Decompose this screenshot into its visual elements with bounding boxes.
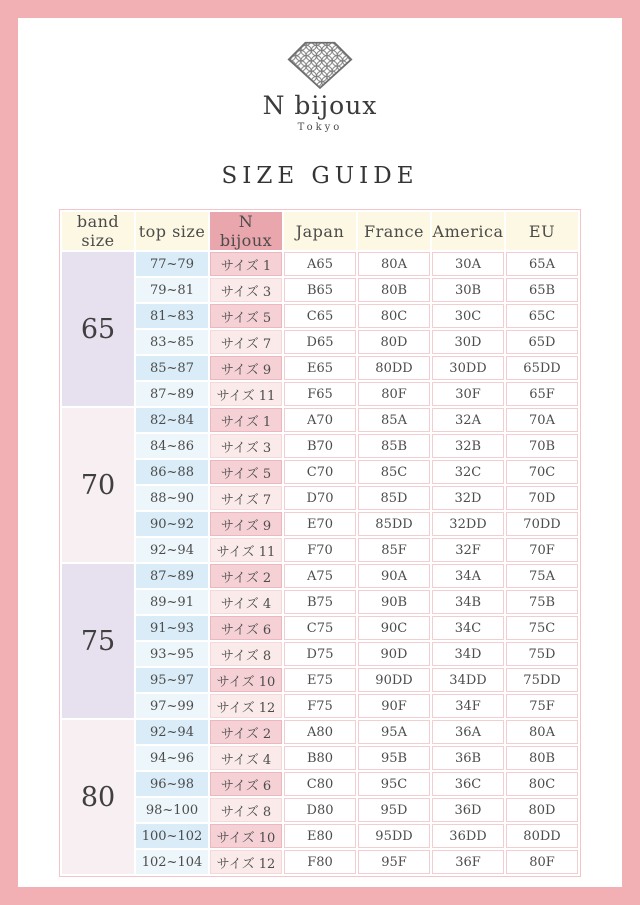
nbijoux-size-cell: サイズ 4	[210, 590, 282, 614]
nbijoux-size-cell: サイズ 1	[210, 408, 282, 432]
table-row	[62, 772, 578, 796]
top-size-cell: 95~97	[136, 668, 208, 692]
nbijoux-size-cell: サイズ 8	[210, 798, 282, 822]
top-size-cell: 92~94	[136, 538, 208, 562]
france-size-cell: 95F	[358, 850, 430, 874]
america-size-cell: 36DD	[432, 824, 504, 848]
column-header-top-size: top size	[136, 212, 208, 250]
eu-size-cell: 70DD	[506, 512, 578, 536]
table-row	[62, 824, 578, 848]
top-size-cell: 93~95	[136, 642, 208, 666]
table-row	[62, 642, 578, 666]
nbijoux-size-cell: サイズ 6	[210, 772, 282, 796]
eu-size-cell: 80B	[506, 746, 578, 770]
japan-size-cell: C70	[284, 460, 356, 484]
france-size-cell: 95C	[358, 772, 430, 796]
eu-size-cell: 75B	[506, 590, 578, 614]
table-row	[62, 486, 578, 510]
japan-size-cell: E70	[284, 512, 356, 536]
top-size-cell: 100~102	[136, 824, 208, 848]
japan-size-cell: B75	[284, 590, 356, 614]
eu-size-cell: 70B	[506, 434, 578, 458]
japan-size-cell: E80	[284, 824, 356, 848]
top-size-cell: 87~89	[136, 564, 208, 588]
france-size-cell: 80A	[358, 252, 430, 276]
top-size-cell: 79~81	[136, 278, 208, 302]
america-size-cell: 34C	[432, 616, 504, 640]
japan-size-cell: F80	[284, 850, 356, 874]
top-size-cell: 96~98	[136, 772, 208, 796]
nbijoux-size-cell: サイズ 3	[210, 434, 282, 458]
japan-size-cell: E75	[284, 668, 356, 692]
eu-size-cell: 75C	[506, 616, 578, 640]
eu-size-cell: 65DD	[506, 356, 578, 380]
top-size-cell: 89~91	[136, 590, 208, 614]
table-row	[62, 564, 578, 588]
japan-size-cell: F65	[284, 382, 356, 406]
table-row	[62, 382, 578, 406]
page-title: SIZE GUIDE	[221, 163, 419, 189]
top-size-cell: 97~99	[136, 694, 208, 718]
america-size-cell: 34DD	[432, 668, 504, 692]
nbijoux-size-cell: サイズ 9	[210, 356, 282, 380]
france-size-cell: 90D	[358, 642, 430, 666]
content-panel	[18, 18, 622, 887]
nbijoux-size-cell: サイズ 4	[210, 746, 282, 770]
nbijoux-size-cell: サイズ 11	[210, 538, 282, 562]
japan-size-cell: C65	[284, 304, 356, 328]
band-size-cell: 75	[62, 564, 134, 718]
japan-size-cell: F70	[284, 538, 356, 562]
france-size-cell: 85DD	[358, 512, 430, 536]
eu-size-cell: 80A	[506, 720, 578, 744]
france-size-cell: 90DD	[358, 668, 430, 692]
nbijoux-size-cell: サイズ 6	[210, 616, 282, 640]
nbijoux-size-cell: サイズ 10	[210, 668, 282, 692]
nbijoux-size-cell: サイズ 11	[210, 382, 282, 406]
band-size-cell: 80	[62, 720, 134, 874]
japan-size-cell: D80	[284, 798, 356, 822]
america-size-cell: 30F	[432, 382, 504, 406]
japan-size-cell: B70	[284, 434, 356, 458]
top-size-cell: 86~88	[136, 460, 208, 484]
nbijoux-size-cell: サイズ 9	[210, 512, 282, 536]
top-size-cell: 82~84	[136, 408, 208, 432]
nbijoux-size-cell: サイズ 8	[210, 642, 282, 666]
japan-size-cell: B80	[284, 746, 356, 770]
america-size-cell: 30A	[432, 252, 504, 276]
america-size-cell: 36A	[432, 720, 504, 744]
top-size-cell: 77~79	[136, 252, 208, 276]
france-size-cell: 90C	[358, 616, 430, 640]
eu-size-cell: 75D	[506, 642, 578, 666]
france-size-cell: 95A	[358, 720, 430, 744]
top-size-cell: 102~104	[136, 850, 208, 874]
nbijoux-size-cell: サイズ 1	[210, 252, 282, 276]
france-size-cell: 80F	[358, 382, 430, 406]
top-size-cell: 87~89	[136, 382, 208, 406]
eu-size-cell: 65F	[506, 382, 578, 406]
table-row	[62, 616, 578, 640]
eu-size-cell: 65B	[506, 278, 578, 302]
eu-size-cell: 75A	[506, 564, 578, 588]
japan-size-cell: D65	[284, 330, 356, 354]
nbijoux-size-cell: サイズ 7	[210, 486, 282, 510]
france-size-cell: 90F	[358, 694, 430, 718]
nbijoux-size-cell: サイズ 10	[210, 824, 282, 848]
brand-logo-block	[18, 40, 622, 133]
nbijoux-size-cell: サイズ 7	[210, 330, 282, 354]
nbijoux-size-cell: サイズ 12	[210, 694, 282, 718]
table-row	[62, 720, 578, 744]
top-size-cell: 98~100	[136, 798, 208, 822]
table-row	[62, 330, 578, 354]
top-size-cell: 94~96	[136, 746, 208, 770]
france-size-cell: 80C	[358, 304, 430, 328]
france-size-cell: 85C	[358, 460, 430, 484]
brand-name: N bijoux	[262, 91, 378, 120]
eu-size-cell: 70D	[506, 486, 578, 510]
top-size-cell: 92~94	[136, 720, 208, 744]
america-size-cell: 30B	[432, 278, 504, 302]
nbijoux-size-cell: サイズ 12	[210, 850, 282, 874]
america-size-cell: 36D	[432, 798, 504, 822]
france-size-cell: 95DD	[358, 824, 430, 848]
table-row	[62, 434, 578, 458]
america-size-cell: 32B	[432, 434, 504, 458]
top-size-cell: 88~90	[136, 486, 208, 510]
japan-size-cell: C80	[284, 772, 356, 796]
band-size-cell: 65	[62, 252, 134, 406]
america-size-cell: 32C	[432, 460, 504, 484]
top-size-cell: 81~83	[136, 304, 208, 328]
eu-size-cell: 65C	[506, 304, 578, 328]
top-size-cell: 90~92	[136, 512, 208, 536]
japan-size-cell: A70	[284, 408, 356, 432]
america-size-cell: 30C	[432, 304, 504, 328]
table-row	[62, 798, 578, 822]
japan-size-cell: C75	[284, 616, 356, 640]
brand-city: Tokyo	[297, 122, 343, 133]
table-row	[62, 694, 578, 718]
japan-size-cell: A80	[284, 720, 356, 744]
eu-size-cell: 70C	[506, 460, 578, 484]
eu-size-cell: 65A	[506, 252, 578, 276]
top-size-cell: 83~85	[136, 330, 208, 354]
france-size-cell: 85D	[358, 486, 430, 510]
france-size-cell: 80D	[358, 330, 430, 354]
column-header-eu: EU	[506, 212, 578, 250]
band-size-cell: 70	[62, 408, 134, 562]
top-size-cell: 91~93	[136, 616, 208, 640]
size-table-header-row	[62, 212, 578, 250]
eu-size-cell: 80DD	[506, 824, 578, 848]
eu-size-cell: 80F	[506, 850, 578, 874]
america-size-cell: 34A	[432, 564, 504, 588]
column-header-n-bijoux: N bijoux	[210, 212, 282, 250]
france-size-cell: 90B	[358, 590, 430, 614]
eu-size-cell: 80C	[506, 772, 578, 796]
size-table-body	[62, 252, 578, 874]
top-size-cell: 85~87	[136, 356, 208, 380]
column-header-band-size: band size	[62, 212, 134, 250]
eu-size-cell: 70A	[506, 408, 578, 432]
america-size-cell: 30D	[432, 330, 504, 354]
diamond-lattice-icon	[18, 40, 622, 90]
eu-size-cell: 70F	[506, 538, 578, 562]
japan-size-cell: E65	[284, 356, 356, 380]
france-size-cell: 90A	[358, 564, 430, 588]
france-size-cell: 80B	[358, 278, 430, 302]
japan-size-cell: B65	[284, 278, 356, 302]
france-size-cell: 85A	[358, 408, 430, 432]
america-size-cell: 36F	[432, 850, 504, 874]
eu-size-cell: 75DD	[506, 668, 578, 692]
table-row	[62, 590, 578, 614]
america-size-cell: 34B	[432, 590, 504, 614]
japan-size-cell: A75	[284, 564, 356, 588]
table-row	[62, 746, 578, 770]
nbijoux-size-cell: サイズ 2	[210, 564, 282, 588]
america-size-cell: 32A	[432, 408, 504, 432]
america-size-cell: 34D	[432, 642, 504, 666]
table-row	[62, 512, 578, 536]
japan-size-cell: D75	[284, 642, 356, 666]
table-row	[62, 304, 578, 328]
column-header-japan: Japan	[284, 212, 356, 250]
nbijoux-size-cell: サイズ 5	[210, 304, 282, 328]
table-row	[62, 252, 578, 276]
japan-size-cell: F75	[284, 694, 356, 718]
size-guide-table	[59, 209, 581, 877]
eu-size-cell: 65D	[506, 330, 578, 354]
america-size-cell: 32D	[432, 486, 504, 510]
table-row	[62, 408, 578, 432]
america-size-cell: 32F	[432, 538, 504, 562]
japan-size-cell: A65	[284, 252, 356, 276]
table-row	[62, 356, 578, 380]
table-row	[62, 538, 578, 562]
column-header-france: France	[358, 212, 430, 250]
eu-size-cell: 75F	[506, 694, 578, 718]
table-row	[62, 278, 578, 302]
america-size-cell: 36B	[432, 746, 504, 770]
nbijoux-size-cell: サイズ 3	[210, 278, 282, 302]
eu-size-cell: 80D	[506, 798, 578, 822]
france-size-cell: 80DD	[358, 356, 430, 380]
column-header-america: America	[432, 212, 504, 250]
nbijoux-size-cell: サイズ 5	[210, 460, 282, 484]
france-size-cell: 85B	[358, 434, 430, 458]
top-size-cell: 84~86	[136, 434, 208, 458]
france-size-cell: 95B	[358, 746, 430, 770]
france-size-cell: 85F	[358, 538, 430, 562]
table-row	[62, 460, 578, 484]
america-size-cell: 34F	[432, 694, 504, 718]
table-row	[62, 850, 578, 874]
america-size-cell: 36C	[432, 772, 504, 796]
nbijoux-size-cell: サイズ 2	[210, 720, 282, 744]
america-size-cell: 32DD	[432, 512, 504, 536]
france-size-cell: 95D	[358, 798, 430, 822]
america-size-cell: 30DD	[432, 356, 504, 380]
japan-size-cell: D70	[284, 486, 356, 510]
table-row	[62, 668, 578, 692]
